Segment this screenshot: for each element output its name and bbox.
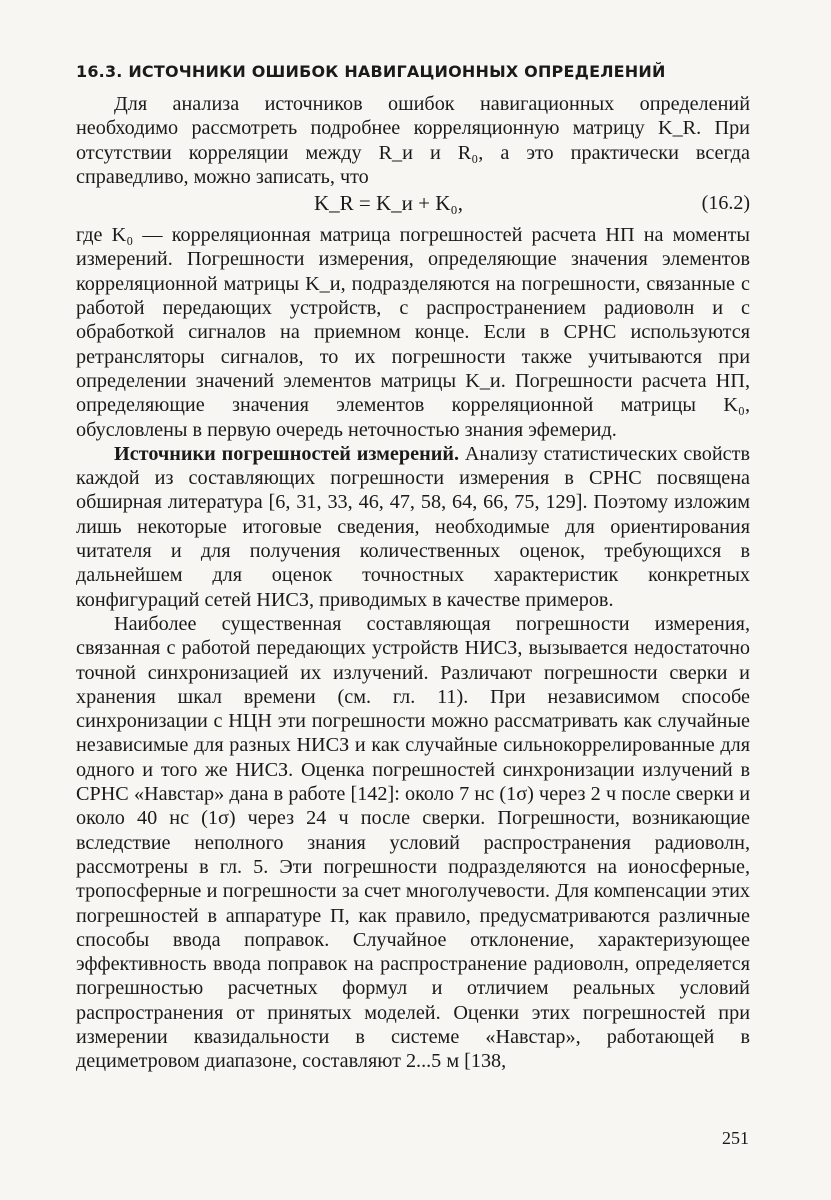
paragraph-synchronization: Наиболее существенная составляющая погрешности измерения, связанная с работой передающих устройств НИСЗ, вызывается недостаточно точной синхронизацией их излучений. Различают погрешности сверки и хранения шкал времени (см. гл. 11). При независимом способе синхронизации с НЦН эти погрешности можно рассматривать как случайные независимые для разных НИСЗ и как случайные сильнокоррелированные для одного и того же НИСЗ. Оценка погрешностей синхронизации излучений в СРНС «Навстар» дана в работе [142]: около 7 нс (1σ) через 2 ч после сверки и около 40 нс (1σ) через 24 ч после сверки. Погрешности, возникающие вследствие неполного знания условий распространения радиоволн, рассмотрены в гл. 5. Эти погрешности подразделяются на ионосферные, тропосферные и погрешности за счет многолучевости. Для компенсации этих погрешностей в аппаратуре П, как правило, предусматриваются различные способы ввода поправок. Случайное отклонение, характеризующее эффективность ввода поправок на распространение радиоволн, определяется погрешностью расчетных формул и отличием реальных условий распространения от принятых моделей. Оценки этих погрешностей при измерении квазидальности в системе «Навстар», работающей в дециметровом диапазоне, составляют 2...5 м [138, [76, 612, 750, 1073]
formula-16-2 [76, 189, 750, 223]
paragraph-error-sources [76, 442, 750, 612]
formula-number: (16.2) [701, 192, 750, 215]
formula-expression: K_R = K_и + K₀, [314, 191, 463, 216]
body-text [76, 92, 750, 1074]
paragraph-intro: Для анализа источников ошибок навигационных определений необходимо рассмотреть подробнее корреляционную матрицу K_R. При отсутствии корреляции между R_и и R₀, а это практически всегда справедливо, можно записать, что [76, 93, 750, 188]
paragraph-lead-heading: Источники погрешностей измерений. [114, 442, 460, 465]
paragraph-matrix-definition: где K₀ — корреляционная матрица погрешностей расчета НП на моменты измерений. Погрешности измерения, определяющие значения элементов корреляционной матрицы K_и, подразделяются на погрешности, связанные с работой передающих устройств, с распространением радиоволн и с обработкой сигналов на приемном конце. Если в СРНС используются ретрансляторы сигналов, то их погрешности также учитываются при определении значений элементов матрицы K_и. Погрешности расчета НП, определяющие значения элементов корреляционной матрицы K₀, обусловлены в первую очередь неточностью знания эфемерид. [76, 224, 750, 441]
page-number: 251 [722, 1128, 749, 1148]
section-heading: 16.3. ИСТОЧНИКИ ОШИБОК НАВИГАЦИОННЫХ ОПРЕДЕЛЕНИЙ [76, 62, 666, 81]
paragraph-error-sources-text: Анализу статистических свойств каждой из составляющих погрешности измерения в СРНС посвящена обширная литература [6, 31, 33, 46, 47, 58, 64, 66, 75, 129]. Поэтому изложим лишь некоторые итоговые сведения, необходимые для ориентирования читателя и для получения количественных оценок, требующихся в дальнейшем для оценок точностных характеристик конкретных конфигураций сетей НИСЗ, приводимых в качестве примеров. [76, 442, 750, 611]
